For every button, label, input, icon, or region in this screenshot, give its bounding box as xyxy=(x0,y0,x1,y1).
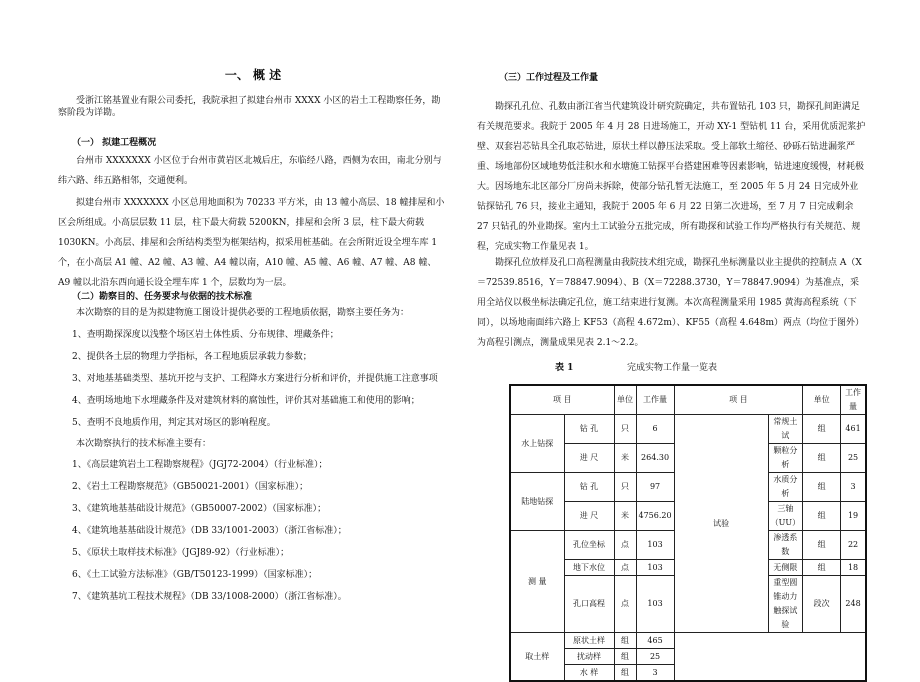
table-cell: 264.30 xyxy=(636,444,674,473)
table-cell: 钻 孔 xyxy=(564,473,614,502)
list-item: 3、对地基基础类型、基坑开挖与支护、工程降水方案进行分析和评价，并提供施工注意事项 xyxy=(72,374,438,384)
group-cell: 取土样 xyxy=(510,633,564,682)
group-cell: 试验 xyxy=(674,415,768,633)
table-cell: 点 xyxy=(614,531,636,560)
table-title: 完成实物工作量一览表 xyxy=(627,363,718,373)
table-cell: 重型圆锥动力触探试验 xyxy=(768,576,802,633)
heading-work-process: （三）工作过程及工作量 xyxy=(499,73,599,83)
list-item: 7、《建筑基坑工程技术规程》（DB 33/1008-2000）（浙江省标准）。 xyxy=(72,592,347,602)
table-cell: 19 xyxy=(841,502,866,531)
table-cell: 103 xyxy=(636,560,674,576)
header-cell: 项 目 xyxy=(510,385,614,415)
table-cell: 组 xyxy=(614,633,636,649)
heading-purpose: （二）勘察目的、任务要求与依据的技术标准 xyxy=(72,292,253,302)
table-cell: 无侧限 xyxy=(768,560,802,576)
paragraph-work-process: 勘探孔孔位、孔数由浙江省当代建筑设计研究院确定，共布置钻孔 103 只，勘探孔间距满足有关规范要求。我院于 2005 年 4 月 28 日进场施工，开动 XY-1 型钻机 11 台，采用优质泥浆护壁、双套岩芯钻具全孔取芯钻进，原状土样以静压法采取。受上部软土缩径、砂砾石钻进漏浆严重、场地部份区域地势低洼积水和水塘施工钻探平台搭建困难等因素影响，钻进速度缓慢，材耗极大。因场地东北区部分厂房尚未拆除，使部分钻孔暂无法施工，至 2005 年 5 月 24 日完成外业钻探钻孔 76 只，接业主通知，我院于 2005 年 6 月 22 日第二次进场，至 7 月 7 日完成剩余 27 只钻孔的外业勘探。室内土工试验分五批完成，所有勘探和试验工作均严格执行有关规范、规程，完成实物工作量见表 1。 xyxy=(477,102,866,252)
table-cell: 三轴（UU） xyxy=(768,502,802,531)
table-cell: 段次 xyxy=(803,576,841,633)
header-cell: 工作量 xyxy=(636,385,674,415)
list-item: 5、查明不良地质作用，判定其对场区的影响程度。 xyxy=(72,418,276,428)
table-cell: 组 xyxy=(803,531,841,560)
table-cell: 18 xyxy=(841,560,866,576)
table-cell: 只 xyxy=(614,415,636,444)
list-item: 4、《建筑地基基础设计规范》（DB 33/1001-2003）（浙江省标准）； xyxy=(72,526,347,536)
table-cell: 点 xyxy=(614,576,636,633)
group-cell: 测 量 xyxy=(510,531,564,633)
list-item: 1、《高层建筑岩土工程勘察规程》（JGJ72-2004）（行业标准）； xyxy=(72,460,328,470)
heading-project-overview: （一） 拟建工程概况 xyxy=(72,138,157,148)
header-cell: 单位 xyxy=(803,385,841,415)
header-cell: 项 目 xyxy=(674,385,802,415)
table-cell: 97 xyxy=(636,473,674,502)
table-cell: 103 xyxy=(636,576,674,633)
table-cell: 465 xyxy=(636,633,674,649)
table-cell: 地下水位 xyxy=(564,560,614,576)
table-cell: 3 xyxy=(636,665,674,682)
table-row xyxy=(510,633,866,649)
table-cell: 孔位坐标 xyxy=(564,531,614,560)
table-cell: 水质分析 xyxy=(768,473,802,502)
table-cell: 461 xyxy=(841,415,866,444)
table-cell: 点 xyxy=(614,560,636,576)
paragraph-purpose: 本次勘察的目的是为拟建物施工图设计提供必要的工程地质依据，勘察主要任务为： xyxy=(76,308,410,318)
list-item: 2、《岩土工程勘察规范》（GB50021-2001）（国家标准）； xyxy=(72,482,309,492)
table-cell: 颗粒分析 xyxy=(768,444,802,473)
table-cell: 3 xyxy=(841,473,866,502)
table-cell: 103 xyxy=(636,531,674,560)
group-cell: 陆地钻探 xyxy=(510,473,564,531)
table-header-row xyxy=(510,385,866,415)
table-cell: 原状土样 xyxy=(564,633,614,649)
list-item: 3、《建筑地基基础设计规范》（GB50007-2002）（国家标准）； xyxy=(72,504,327,514)
table-cell: 米 xyxy=(614,444,636,473)
list-item: 1、查明勘探深度以浅整个场区岩土体性质、分布规律、埋藏条件； xyxy=(72,330,339,340)
list-item: 4、查明场地地下水埋藏条件及对建筑材料的腐蚀性，评价其对基础施工和使用的影响； xyxy=(72,396,420,406)
table-cell: 25 xyxy=(841,444,866,473)
empty-cell xyxy=(674,633,866,682)
table-row xyxy=(510,415,866,444)
table-cell: 组 xyxy=(614,649,636,665)
paragraph-project: 拟建台州市 XXXXXXX 小区总用地面积为 70233 平方米，由 13 幢小高层、18 幢排屋和小区会所组成。小高层层数 11 层，柱下最大荷载 5200KN，排屋和会所 3 层，柱下最大荷载 1030KN。小高层、排屋和会所结构类型为框架结构，拟采用桩基础。在会所附近设全埋车库 1 个，在小高层 A1 幢、A2 幢、A3 幢、A4 幢以南，A10 幢、A5 幢、A6 幢、A7 幢、A8 幢、A9 幢以北沿东西向通长设全埋车库 1 个，层数均为一层。 xyxy=(58,198,445,288)
table-cell: 进 尺 xyxy=(564,444,614,473)
table-cell: 组 xyxy=(803,473,841,502)
table-cell: 组 xyxy=(803,415,841,444)
table-cell: 只 xyxy=(614,473,636,502)
list-item: 2、提供各土层的物理力学指标，各工程地质层承载力参数； xyxy=(72,352,312,362)
table-cell: 孔口高程 xyxy=(564,576,614,633)
table-cell: 扰动样 xyxy=(564,649,614,665)
table-label: 表 1 xyxy=(555,363,574,373)
paragraph-standards: 本次勘察执行的技术标准主要有： xyxy=(76,439,212,449)
table-cell: 进 尺 xyxy=(564,502,614,531)
list-item: 5、《原状土取样技术标准》（JGJ89-92）（行业标准）； xyxy=(72,548,290,558)
table-cell: 米 xyxy=(614,502,636,531)
table-cell: 钻 孔 xyxy=(564,415,614,444)
header-cell: 单位 xyxy=(614,385,636,415)
paragraph-survey: 勘探孔位放样及孔口高程测量由我院技术组完成，勘探孔坐标测量以业主提供的控制点 A（X＝72539.8516，Y＝78847.9094）、B（X＝72288.3730，Y＝78847.9094）为基准点，采用全站仪以极坐标法确定孔位，施工结束进行复测。本次高程测量采用 1985 黄海高程系统（下同），以场地南面纬六路上 KF53（高程 4.672m）、KF55（高程 4.648m）两点（均位于图外）为高程引测点，测量成果见表 2.1～2.2。 xyxy=(477,258,865,348)
table-cell: 组 xyxy=(614,665,636,682)
paragraph-location: 台州市 XXXXXXX 小区位于台州市黄岩区北城后庄，东临经八路，西侧为农田，南北分别与纬六路、纬五路相邻，交通便利。 xyxy=(58,156,442,186)
table-cell: 组 xyxy=(803,502,841,531)
workload-table xyxy=(509,384,867,682)
header-cell: 工作量 xyxy=(841,385,866,415)
table-cell: 4756.20 xyxy=(636,502,674,531)
table-cell: 25 xyxy=(636,649,674,665)
table-cell: 组 xyxy=(803,444,841,473)
table-cell: 248 xyxy=(841,576,866,633)
list-item: 6、《土工试验方法标准》（GB/T50123-1999）（国家标准）； xyxy=(72,570,318,580)
table-cell: 渗透系数 xyxy=(768,531,802,560)
table-cell: 组 xyxy=(803,560,841,576)
table-cell: 水 样 xyxy=(564,665,614,682)
table-cell: 22 xyxy=(841,531,866,560)
table-cell: 6 xyxy=(636,415,674,444)
section-title: 一、 概 述 xyxy=(224,68,282,82)
intro-paragraph: 受浙江铭基置业有限公司委托，我院承担了拟建台州市 XXXX 小区的岩土工程勘察任务，勘察阶段为详勘。 xyxy=(58,96,441,118)
table-cell: 常规土试 xyxy=(768,415,802,444)
group-cell: 水上钻探 xyxy=(510,415,564,473)
